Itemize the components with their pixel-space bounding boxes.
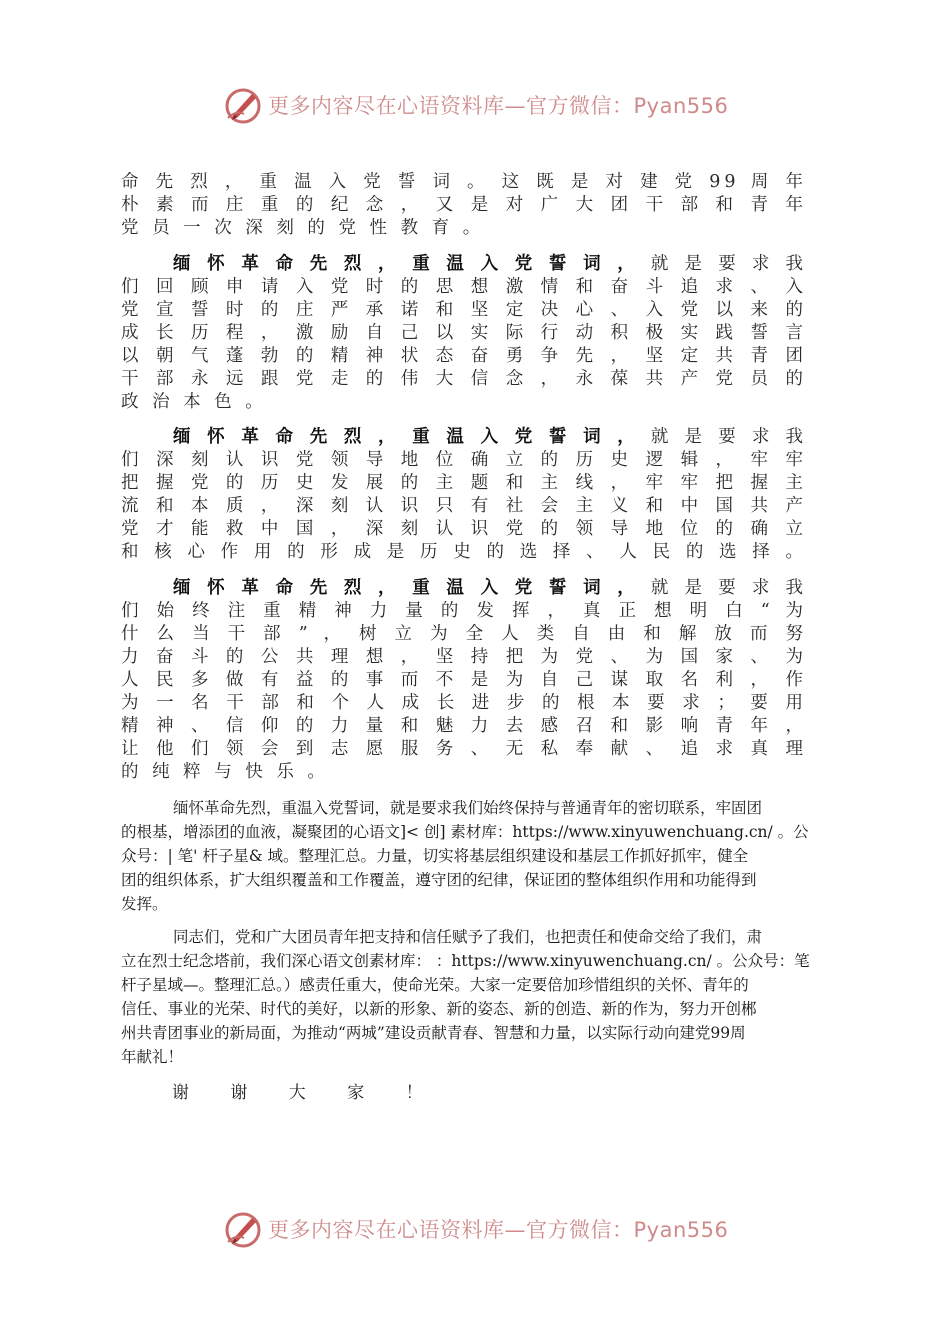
text-line: 成 长 历 程 ， 激 励 自 己 以 实 际 行 动 积 极 实 践 誓 言 [121, 323, 807, 343]
text-line: 杆子星域—。整理汇总。）感责任重大，使命光荣。大家一定要倍加珍惜组织的关怀、青年的 [121, 976, 749, 994]
pen-nib-logo-icon [222, 84, 264, 126]
text-line [121, 426, 807, 449]
text-line: 以 朝 气 蓬 勃 的 精 神 状 态 奋 勇 争 先 ， 坚 定 共 青 团 [121, 346, 807, 366]
bold-lead: 缅 怀 革 命 先 烈 ， 重 温 入 党 誓 词 ， [173, 578, 641, 598]
text-line: 众号：| 笔' 杆子星& 域。整理汇总。力量，切实将基层组织建设和基层工作抓好抓牢，健全 [121, 847, 749, 865]
watermark-text: 更多内容尽在心语资料库—官方微信：Pyan556 [268, 1218, 729, 1242]
text-line: 政 治 本 色 。 [121, 392, 267, 412]
text-line: 党 宣 誓 时 的 庄 严 承 诺 和 坚 定 决 心 、 入 党 以 来 的 [121, 300, 807, 320]
pen-nib-logo-icon [222, 1208, 264, 1250]
text-line: 团的组织体系，扩大组织覆盖和工作覆盖，遵守团的纪律，保证团的整体组织作用和功能得到 [121, 871, 757, 889]
text-line: 流 和 本 质 ， 深 刻 认 识 只 有 社 会 主 义 和 中 国 共 产 [121, 496, 807, 516]
paragraph-recall-oath [121, 253, 807, 414]
bold-lead: 缅 怀 革 命 先 烈 ， 重 温 入 党 誓 词 ， [173, 254, 641, 274]
paragraph-spiritual-power [121, 577, 807, 784]
text-line: 的 纯 粹 与 快 乐 。 [121, 762, 329, 782]
text-line: 年献礼！ [121, 1048, 184, 1066]
paragraph-history-logic [121, 426, 807, 564]
paragraph-grassroots [121, 796, 825, 916]
text-line: 命 先 烈 ， 重 温 入 党 誓 词 。 这 既 是 对 建 党 99 周 年 [121, 172, 807, 192]
lead-continuation: 就 是 要 求 我 [640, 578, 807, 598]
text-line: 信任、事业的光荣、时代的美好，以新的形象、新的姿态、新的创造、新的作为，努力开创郴 [121, 1000, 757, 1018]
lead-continuation: 就 是 要 求 我 [640, 427, 807, 447]
text-line: 州共青团事业的新局面，为推动“两城”建设贡献青春、智慧和力量，以实际行动向建党99周 [121, 1024, 746, 1042]
footer-watermark [222, 1206, 728, 1252]
text-line: 缅怀革命先烈，重温入党誓词，就是要求我们始终保持与普通青年的密切联系，牢固团 [173, 799, 763, 817]
text-line: 把 握 党 的 历 史 发 展 的 主 题 和 主 线 ， 牢 牢 把 握 主 [121, 473, 807, 493]
text-line [121, 253, 807, 276]
text-line: 党 员 一 次 深 刻 的 党 性 教 育 。 [121, 218, 485, 238]
text-line: 的根基，增添团的血液，凝聚团的心语文]< 创] 素材库：https://www.xinyuwenchuang.cn/ 。公 [121, 823, 809, 841]
text-line: 让 他 们 领 会 到 志 愿 服 务 、 无 私 奉 献 、 追 求 真 理 [121, 739, 807, 759]
watermark-text: 更多内容尽在心语资料库—官方微信：Pyan556 [268, 94, 729, 118]
text-line: 同志们，党和广大团员青年把支持和信任赋予了我们，也把责任和使命交给了我们，肃 [173, 928, 763, 946]
text-line: 立在烈士纪念塔前，我们深心语文创素材库： ：https://www.xinyuwenchuang.cn/ 。公众号：笔 [121, 952, 810, 970]
text-line: 们 深 刻 认 识 党 领 导 地 位 确 立 的 历 史 逻 辑 ， 牢 牢 [121, 450, 807, 470]
text-line: 们 回 顾 申 请 入 党 时 的 思 想 激 情 和 奋 斗 追 求 、 入 [121, 277, 807, 297]
text-line: 党 才 能 救 中 国 ， 深 刻 认 识 党 的 领 导 地 位 的 确 立 [121, 519, 807, 539]
text-line: 发挥。 [121, 895, 168, 913]
text-line: 朴 素 而 庄 重 的 纪 念 ， 又 是 对 广 大 团 干 部 和 青 年 [121, 195, 807, 215]
text-line: 为 一 名 干 部 和 个 人 成 长 进 步 的 根 本 要 求 ； 要 用 [121, 693, 807, 713]
text-line [121, 577, 807, 600]
lead-continuation: 就 是 要 求 我 [640, 254, 807, 274]
text-line: 和 核 心 作 用 的 形 成 是 历 史 的 选 择 、 人 民 的 选 择 。 [121, 542, 807, 562]
closing-thanks: 谢 谢 大 家 ！ [172, 1083, 441, 1103]
bold-lead: 缅 怀 革 命 先 烈 ， 重 温 入 党 誓 词 ， [173, 427, 641, 447]
paragraph-comrades [121, 925, 825, 1069]
text-line: 们 始 终 注 重 精 神 力 量 的 发 挥 ， 真 正 想 明 白 “ 为 [121, 601, 807, 621]
text-line: 干 部 永 远 跟 党 走 的 伟 大 信 念 ， 永 葆 共 产 党 员 的 [121, 369, 807, 389]
paragraph-intro [121, 171, 807, 240]
text-line: 什 么 当 干 部 ” ， 树 立 为 全 人 类 自 由 和 解 放 而 努 [121, 624, 807, 644]
text-line: 人 民 多 做 有 益 的 事 而 不 是 为 自 己 谋 取 名 利 ， 作 [121, 670, 807, 690]
text-line: 精 神 、 信 仰 的 力 量 和 魅 力 去 感 召 和 影 响 青 年 ， [121, 716, 807, 736]
header-watermark [222, 82, 728, 128]
text-line: 力 奋 斗 的 公 共 理 想 ， 坚 持 把 为 党 、 为 国 家 、 为 [121, 647, 807, 667]
